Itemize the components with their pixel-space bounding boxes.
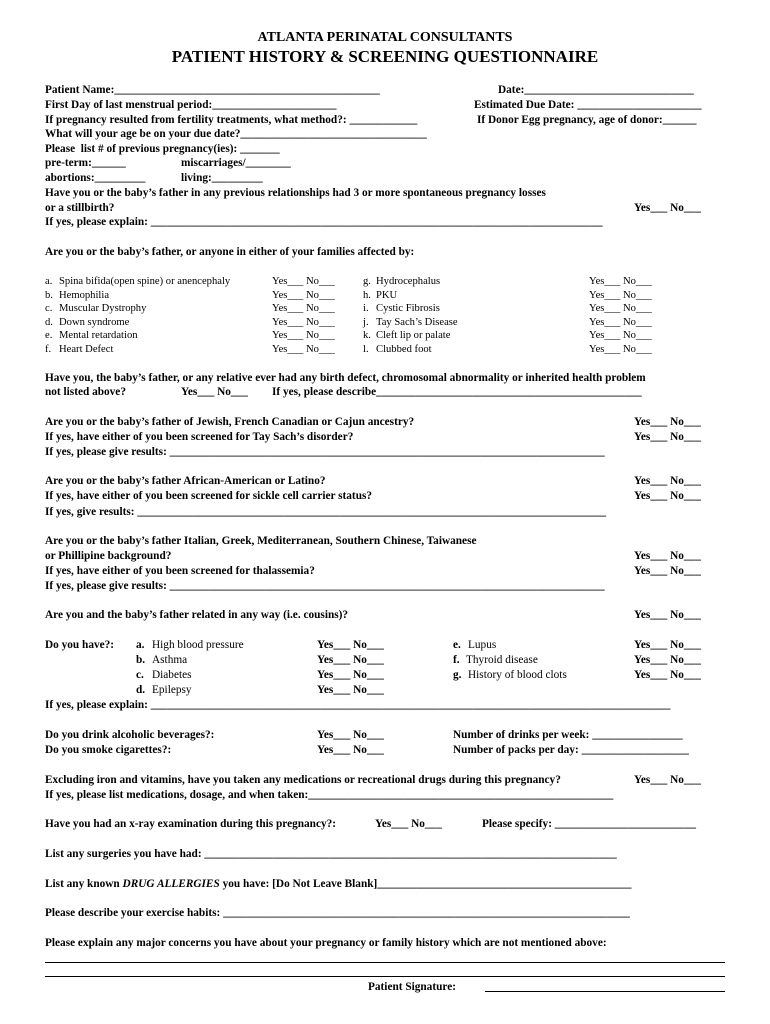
jewish-yes-no[interactable]: Yes___ No___ — [634, 416, 701, 428]
list-item: Tay Sach’s Disease — [376, 317, 458, 328]
list-item: Spina bifida(open spine) or anencephaly — [59, 276, 231, 287]
surgeries-field[interactable]: List any surgeries you have had: _________________________________________________________________________ — [45, 848, 617, 860]
yes-no-check[interactable]: Yes___ No___ — [272, 276, 335, 287]
list-item: Hemophilia — [59, 290, 110, 301]
abortions-field[interactable]: abortions:_________ — [45, 172, 146, 184]
tay-sachs-results-field[interactable]: If yes, please give results: _____________________________________________________________________________ — [45, 446, 605, 458]
list-item-letter: b. — [45, 290, 53, 301]
smoke-yes-no[interactable]: Yes___ No___ — [317, 744, 384, 756]
defect-question-cont: not listed above? — [45, 386, 126, 398]
sickle-cell-yes-no[interactable]: Yes___ No___ — [634, 490, 701, 502]
medications-list-field[interactable]: If yes, please list medications, dosage, and when taken:______________________________________________________ — [45, 789, 614, 801]
losses-question: Have you or the baby’s father in any previous relationships had 3 or more spontaneous pregnancy losses — [45, 187, 546, 199]
list-item: Heart Defect — [59, 344, 114, 355]
yes-no-check[interactable]: Yes___ No___ — [589, 290, 652, 301]
tay-sachs-yes-no[interactable]: Yes___ No___ — [634, 431, 701, 443]
list-item: Down syndrome — [59, 317, 130, 328]
list-item: High blood pressure — [152, 639, 244, 651]
xray-yes-no[interactable]: Yes___ No___ — [375, 818, 442, 830]
list-item: PKU — [376, 290, 398, 301]
list-item: Mental retardation — [59, 330, 138, 341]
age-at-due-field[interactable]: What will your age be on your due date?_________________________________ — [45, 128, 427, 140]
allergies-label-post: you have: [Do Not Leave Blank]_____________________________________________ — [219, 878, 632, 890]
list-item-letter: f. — [453, 654, 460, 666]
list-item-letter: l. — [363, 344, 369, 355]
previous-pregnancies-field[interactable]: Please list # of previous pregnancy(ies): _______ — [45, 143, 280, 155]
yes-no-check[interactable]: Yes___ No___ — [317, 684, 384, 696]
yes-no-check[interactable]: Yes___ No___ — [634, 639, 701, 651]
mediterranean-question: Are you or the baby’s father Italian, Greek, Mediterranean, Southern Chinese, Taiwanese — [45, 535, 477, 547]
list-item: Clubbed foot — [376, 344, 432, 355]
drug-allergies-field[interactable] — [45, 878, 631, 891]
concerns-question: Please explain any major concerns you have about your pregnancy or family history which are not mentioned above: — [45, 937, 607, 949]
yes-no-check[interactable]: Yes___ No___ — [272, 303, 335, 314]
medications-yes-no[interactable]: Yes___ No___ — [634, 774, 701, 786]
list-item: Hydrocephalus — [376, 276, 441, 287]
packs-per-day-field[interactable]: Number of packs per day: ___________________ — [453, 744, 689, 756]
allergies-label-pre: List any known — [45, 878, 123, 890]
signature-label: Patient Signature: — [368, 981, 456, 993]
list-item: Lupus — [468, 639, 497, 651]
fertility-method-field[interactable]: If pregnancy resulted from fertility treatments, what method?: ____________ — [45, 114, 418, 126]
yes-no-check[interactable]: Yes___ No___ — [272, 330, 335, 341]
thalassemia-results-field[interactable]: If yes, please give results: _____________________________________________________________________________ — [45, 580, 605, 592]
list-item: Epilepsy — [152, 684, 192, 696]
list-item-letter: j. — [363, 317, 369, 328]
defect-yes-no[interactable]: Yes___ No___ — [181, 386, 248, 398]
list-item-letter: a. — [45, 276, 53, 287]
affected-question: Are you or the baby’s father, or anyone in either of your families affected by: — [45, 246, 415, 258]
yes-no-check[interactable]: Yes___ No___ — [272, 317, 335, 328]
allergies-label-em: DRUG ALLERGIES — [122, 878, 220, 890]
org-name: ATLANTA PERINATAL CONSULTANTS — [257, 30, 513, 45]
yes-no-check[interactable]: Yes___ No___ — [272, 344, 335, 355]
list-item-letter: i. — [363, 303, 369, 314]
yes-no-check[interactable]: Yes___ No___ — [634, 654, 701, 666]
drinks-per-week-field[interactable]: Number of drinks per week: ________________ — [453, 729, 683, 741]
yes-no-check[interactable]: Yes___ No___ — [589, 330, 652, 341]
yes-no-check[interactable]: Yes___ No___ — [634, 669, 701, 681]
patient-name-field[interactable]: Patient Name:_______________________________________________ — [45, 84, 380, 96]
african-latino-yes-no[interactable]: Yes___ No___ — [634, 475, 701, 487]
yes-no-check[interactable]: Yes___ No___ — [272, 290, 335, 301]
jewish-ancestry-question: Are you or the baby’s father of Jewish, French Canadian or Cajun ancestry? — [45, 416, 415, 428]
sickle-cell-results-field[interactable]: If yes, give results: ___________________________________________________________________________________ — [45, 506, 607, 518]
thalassemia-yes-no[interactable]: Yes___ No___ — [634, 565, 701, 577]
exercise-habits-field[interactable]: Please describe your exercise habits: ________________________________________________________________________ — [45, 907, 630, 919]
tay-sachs-screen-question: If yes, have either of you been screened for Tay Sach’s disorder? — [45, 431, 354, 443]
mediterranean-yes-no[interactable]: Yes___ No___ — [634, 550, 701, 562]
list-item-letter: d. — [45, 317, 53, 328]
list-item: Cystic Fibrosis — [376, 303, 440, 314]
defect-question: Have you, the baby’s father, or any relative ever had any birth defect, chromosomal abnormality or inherited health problem — [45, 372, 646, 384]
alcohol-yes-no[interactable]: Yes___ No___ — [317, 729, 384, 741]
list-item: Asthma — [152, 654, 188, 666]
list-item-letter: f. — [45, 344, 52, 355]
medications-question: Excluding iron and vitamins, have you taken any medications or recreational drugs during this pregnancy? — [45, 774, 561, 786]
yes-no-check[interactable]: Yes___ No___ — [589, 317, 652, 328]
list-item-letter: e. — [453, 639, 461, 651]
yes-no-check[interactable]: Yes___ No___ — [589, 344, 652, 355]
yes-no-check[interactable]: Yes___ No___ — [317, 654, 384, 666]
list-item-letter: c. — [45, 303, 53, 314]
losses-question-cont: or a stillbirth? — [45, 202, 115, 214]
list-item: Muscular Dystrophy — [59, 303, 147, 314]
conditions-label: Do you have?: — [45, 639, 115, 651]
alcohol-question: Do you drink alcoholic beverages?: — [45, 729, 215, 741]
losses-explain-field[interactable]: If yes, please explain: ________________________________________________________________________________ — [45, 216, 603, 228]
list-item-letter: g. — [363, 276, 371, 287]
due-date-field[interactable]: Estimated Due Date: ______________________ — [474, 99, 702, 111]
list-item-letter: b. — [136, 654, 146, 666]
defect-describe-field[interactable]: If yes, please describe_______________________________________________ — [272, 386, 642, 398]
smoke-question: Do you smoke cigarettes?: — [45, 744, 172, 756]
yes-no-check[interactable]: Yes___ No___ — [317, 639, 384, 651]
african-latino-question: Are you or the baby’s father African-American or Latino? — [45, 475, 326, 487]
donor-age-field[interactable]: If Donor Egg pregnancy, age of donor:______ — [477, 114, 697, 126]
lmp-field[interactable]: First Day of last menstrual period:______________________ — [45, 99, 337, 111]
related-yes-no[interactable]: Yes___ No___ — [634, 609, 701, 621]
yes-no-check[interactable]: Yes___ No___ — [589, 276, 652, 287]
date-field[interactable]: Date:______________________________ — [498, 84, 694, 96]
xray-question: Have you had an x-ray examination during this pregnancy?: — [45, 818, 337, 830]
conditions-explain-field[interactable]: If yes, please explain: ____________________________________________________________________________________________ — [45, 699, 671, 711]
list-item: Diabetes — [152, 669, 192, 681]
list-item: Cleft lip or palate — [376, 330, 451, 341]
losses-yes-no[interactable]: Yes___ No___ — [634, 202, 701, 214]
miscarriages-field[interactable]: miscarriages/________ — [181, 157, 291, 169]
list-item-letter: a. — [136, 639, 145, 651]
thalassemia-question: If yes, have either of you been screened for thalassemia? — [45, 565, 315, 577]
list-item-letter: c. — [136, 669, 144, 681]
sickle-cell-question: If yes, have either of you been screened for sickle cell carrier status? — [45, 490, 373, 502]
yes-no-check[interactable]: Yes___ No___ — [317, 669, 384, 681]
list-item: Thyroid disease — [466, 654, 538, 666]
living-field[interactable]: living:_________ — [181, 172, 263, 184]
list-item-letter: e. — [45, 330, 53, 341]
signature-line[interactable] — [485, 991, 725, 992]
list-item-letter: g. — [453, 669, 462, 681]
list-item-letter: k. — [363, 330, 371, 341]
concerns-line-1[interactable] — [45, 962, 725, 963]
page-title: PATIENT HISTORY & SCREENING QUESTIONNAIRE — [171, 47, 599, 66]
preterm-field[interactable]: pre-term:______ — [45, 157, 126, 169]
list-item: History of blood clots — [468, 669, 567, 681]
related-question: Are you and the baby’s father related in any way (i.e. cousins)? — [45, 609, 349, 621]
mediterranean-question-cont: or Phillipine background? — [45, 550, 172, 562]
yes-no-check[interactable]: Yes___ No___ — [589, 303, 652, 314]
concerns-line-2[interactable] — [45, 976, 725, 977]
list-item-letter: d. — [136, 684, 146, 696]
list-item-letter: h. — [363, 290, 371, 301]
xray-specify-field[interactable]: Please specify: _________________________ — [482, 818, 696, 830]
